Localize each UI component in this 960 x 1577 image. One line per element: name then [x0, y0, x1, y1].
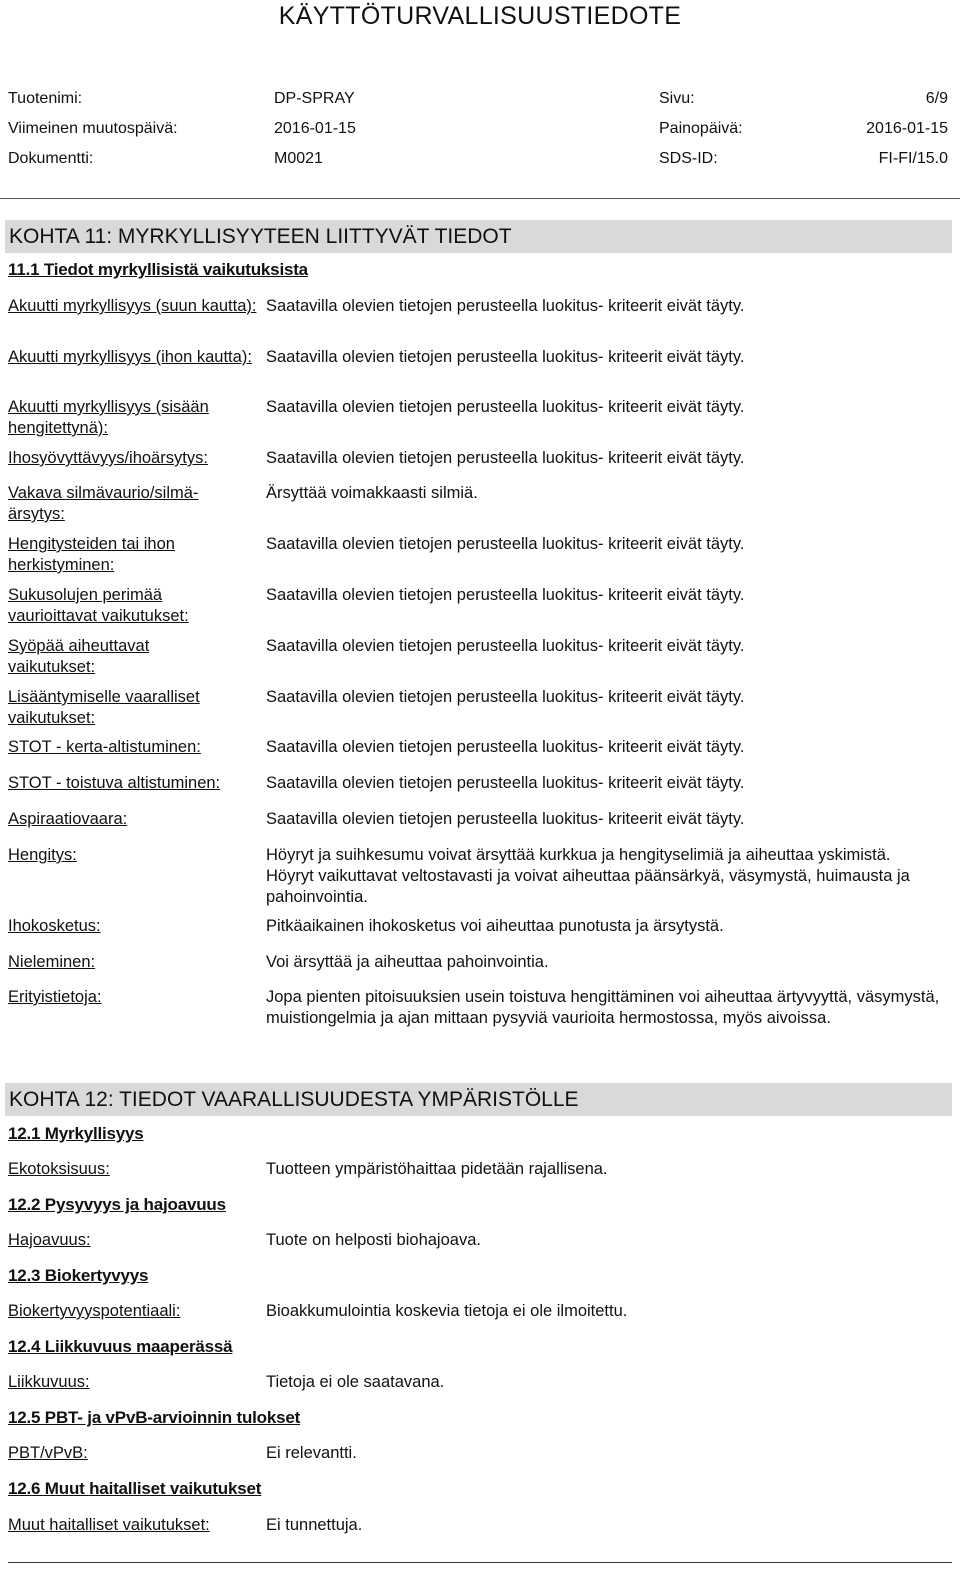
subhead-12-4: 12.4 Liikkuvuus maaperässä [8, 1337, 233, 1356]
row-label-skin-contact: Ihokosketus: [8, 917, 101, 935]
row-label-skin-corrosion: Ihosyövyttävyys/ihoärsytys: [8, 449, 208, 467]
row-value-reproductive-toxicity: Saatavilla olevien tietojen perusteella luokitus- kriteerit eivät täyty. [266, 688, 745, 706]
row-label-sensitisation: Hengitysteiden tai ihon herkistyminen: [8, 535, 175, 574]
row-value-ecotoxicity: Tuotteen ympäristöhaittaa pidetään rajallisena. [266, 1160, 608, 1178]
subhead-12-5: 12.5 PBT- ja vPvB-arvioinnin tulokset [8, 1408, 301, 1427]
footer-divider [8, 1562, 952, 1563]
row-value-stot-repeated: Saatavilla olevien tietojen perusteella luokitus- kriteerit eivät täyty. [266, 774, 745, 792]
row-value-inhalation: Höyryt ja suihkesumu voivat ärsyttää kurkkua ja hengityselimiä ja aiheuttaa yskimistä. Höyryt vaikuttavat veltostavasti ja voivat aiheuttaa päänsärkyä, väsymystä, huimausta ja pahoinvointia. [266, 846, 910, 906]
row-label-inhalation: Hengitys: [8, 846, 77, 864]
row-value-aspiration: Saatavilla olevien tietojen perusteella luokitus- kriteerit eivät täyty. [266, 810, 745, 828]
row-value-stot-single: Saatavilla olevien tietojen perusteella luokitus- kriteerit eivät täyty. [266, 738, 745, 756]
row-label-special-info: Erityistietoja: [8, 988, 102, 1006]
row-label-other-effects: Muut haitalliset vaikutukset: [8, 1516, 210, 1534]
revision-value: 2016-01-15 [274, 120, 356, 137]
row-label-bioaccumulation: Biokertyvyyspotentiaali: [8, 1302, 181, 1320]
row-value-special-info: Jopa pienten pitoisuuksien usein toistuva hengittäminen voi aiheuttaa ärtyvyyttä, väsymystä, muistiongelmia ja ajan mittaan pysyviä vaurioita hermostossa, myös aivoissa. [266, 988, 940, 1027]
row-label-reproductive-toxicity: Lisääntymiselle vaaralliset vaikutukset: [8, 688, 200, 727]
row-label-dermal-toxicity: Akuutti myrkyllisyys (ihon kautta): [8, 348, 252, 366]
print-date-label: Painopäivä: [659, 120, 743, 137]
row-label-ecotoxicity: Ekotoksisuus: [8, 1160, 110, 1178]
row-label-pbt: PBT/vPvB: [8, 1444, 88, 1462]
row-value-pbt: Ei relevantti. [266, 1444, 357, 1462]
section-11-title: KOHTA 11: MYRKYLLISYYTEEN LIITTYVÄT TIEDOT [5, 220, 952, 253]
section-12-title: KOHTA 12: TIEDOT VAARALLISUUDESTA YMPÄRISTÖLLE [5, 1083, 952, 1116]
row-value-mobility: Tietoja ei ole saatavana. [266, 1373, 445, 1391]
row-value-carcinogenicity: Saatavilla olevien tietojen perusteella luokitus- kriteerit eivät täyty. [266, 637, 745, 655]
row-label-mobility: Liikkuvuus: [8, 1373, 90, 1391]
document-label: Dokumentti: [8, 150, 94, 167]
header-divider [0, 198, 960, 199]
product-label: Tuotenimi: [8, 90, 83, 107]
page-label: Sivu: [659, 90, 695, 107]
row-label-ingestion: Nieleminen: [8, 953, 96, 971]
row-value-skin-corrosion: Saatavilla olevien tietojen perusteella luokitus- kriteerit eivät täyty. [266, 449, 745, 467]
row-value-inhalation-toxicity: Saatavilla olevien tietojen perusteella luokitus- kriteerit eivät täyty. [266, 398, 745, 416]
subhead-12-6: 12.6 Muut haitalliset vaikutukset [8, 1479, 262, 1498]
document-title: KÄYTTÖTURVALLISUUSTIEDOTE [278, 2, 682, 30]
subhead-12-1: 12.1 Myrkyllisyys [8, 1124, 144, 1143]
row-value-mutagenicity: Saatavilla olevien tietojen perusteella luokitus- kriteerit eivät täyty. [266, 586, 745, 604]
page-value: 6/9 [925, 90, 948, 107]
row-label-mutagenicity: Sukusolujen perimää vaurioittavat vaikutukset: [8, 586, 189, 625]
row-label-degradability: Hajoavuus: [8, 1231, 91, 1249]
row-label-aspiration: Aspiraatiovaara: [8, 810, 128, 828]
sds-id-value: FI-FI/15.0 [878, 150, 948, 167]
row-value-sensitisation: Saatavilla olevien tietojen perusteella luokitus- kriteerit eivät täyty. [266, 535, 745, 553]
row-value-oral-toxicity: Saatavilla olevien tietojen perusteella luokitus- kriteerit eivät täyty. [266, 297, 745, 315]
row-value-dermal-toxicity: Saatavilla olevien tietojen perusteella luokitus- kriteerit eivät täyty. [266, 348, 745, 366]
row-value-eye-damage: Ärsyttää voimakkaasti silmiä. [266, 484, 478, 502]
row-label-inhalation-toxicity: Akuutti myrkyllisyys (sisään hengitettynä): [8, 398, 209, 437]
row-label-oral-toxicity: Akuutti myrkyllisyys (suun kautta): [8, 297, 257, 315]
sds-id-label: SDS-ID: [659, 150, 718, 167]
section-11-1-subhead: 11.1 Tiedot myrkyllisistä vaikutuksista [8, 260, 308, 279]
subhead-12-3: 12.3 Biokertyvyys [8, 1266, 149, 1285]
product-value: DP-SPRAY [274, 90, 355, 107]
revision-label: Viimeinen muutospäivä: [8, 120, 178, 137]
subhead-12-2: 12.2 Pysyvyys ja hajoavuus [8, 1195, 226, 1214]
row-label-eye-damage: Vakava silmävaurio/silmä-ärsytys: [8, 484, 199, 523]
row-value-bioaccumulation: Bioakkumulointia koskevia tietoja ei ole ilmoitettu. [266, 1302, 628, 1320]
row-value-other-effects: Ei tunnettuja. [266, 1516, 363, 1534]
print-date-value: 2016-01-15 [866, 120, 948, 137]
row-label-stot-single: STOT - kerta-altistuminen: [8, 738, 201, 756]
row-value-degradability: Tuote on helposti biohajoava. [266, 1231, 481, 1249]
row-label-stot-repeated: STOT - toistuva altistuminen: [8, 774, 221, 792]
row-label-carcinogenicity: Syöpää aiheuttavat vaikutukset: [8, 637, 150, 676]
row-value-ingestion: Voi ärsyttää ja aiheuttaa pahoinvointia. [266, 953, 549, 971]
row-value-skin-contact: Pitkäaikainen ihokosketus voi aiheuttaa punotusta ja ärsytystä. [266, 917, 724, 935]
document-value: M0021 [274, 150, 323, 167]
